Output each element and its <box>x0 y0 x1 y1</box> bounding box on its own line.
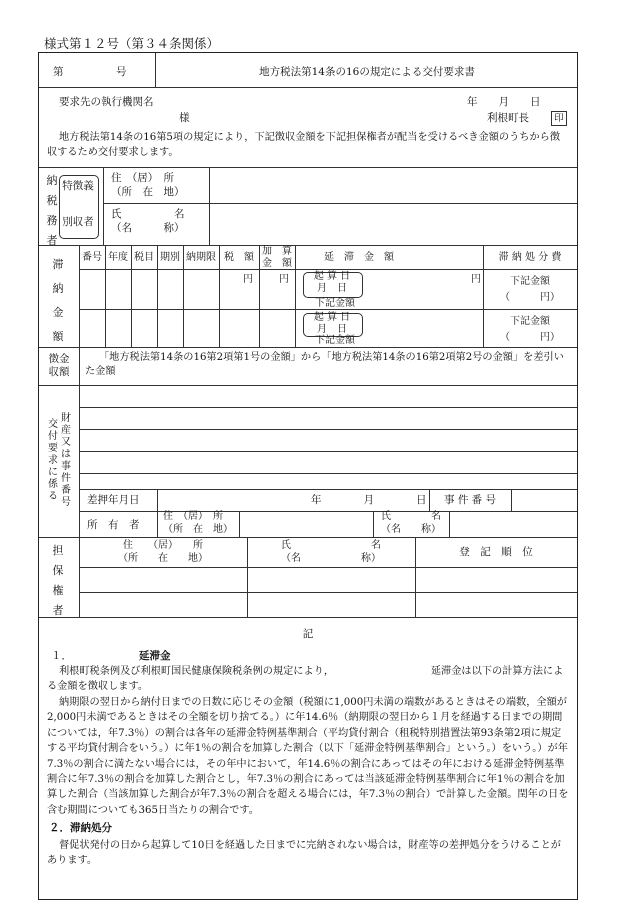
section-1-para-2: 納期限の翌日から納付日までの日数に応じその金額（税額に1,000円未満の端数があるときはその端数，全額が2,000円未満であるときはその全額を切り捨てる。）に年14.6％（納期限の翌日から１月を経過する日までの期間については，年7.3％）の割合は各年の延滞金特例基準割合（平均貸付割合（租税特別措置法第93条第2項に規定する平均貸付割合をいう。）に年1％の割合を加算した割合（以下「延滞金特例基準割合」という。）をいう。）が年7.3％の割合に満たない場合には，その年中において，年14.6％の割合にあってはその年における延滞金特例基準割合に年7.3％の割合を加算した割合とし，年7.3％の割合にあっては当該延滞金特例基準割合に年1％の割合を加算した割合（当該加算した割合が年7.3％の割合を超える場合には，年7.3％の割合）で計算した金額。閏年の日を含む期間についても365日当たりの割合です。 <box>47 697 569 816</box>
tax-yen-unit: 円 <box>243 274 253 285</box>
property-side-label-2: 財 産 又 は 事 件 番 号 <box>61 413 71 508</box>
issue-date: 年 月 日 <box>467 96 541 108</box>
owner-label: 所 有 者 <box>87 519 140 531</box>
recipient-label: 要求先の執行機関名 <box>59 96 154 108</box>
arrears-side-label: 滞 納 金 額 <box>52 258 64 343</box>
section-1-para-1: 利根町税条例及び利根町国民健康保険税条例の規定により， 延滞金は以下の計算方法による金額を徴収します。 <box>47 666 564 693</box>
col-disposal-cost: 滞 納 処 分 費 <box>498 252 562 263</box>
secured-name-label: 氏 名 （名 称） <box>281 540 381 564</box>
form-number-title: 様式第１２号（第３４条関係） <box>44 36 220 51</box>
col-surcharge: 加 算 金 額 <box>262 246 292 269</box>
disposal-paren-yen-2: （ 円） <box>500 332 560 343</box>
seizure-date-label: 差押年月日 <box>87 494 140 506</box>
section-1-number: １． <box>51 650 72 662</box>
delay-yen-unit: 円 <box>471 274 481 285</box>
bracket-label-bottom: 別収者 <box>62 216 94 228</box>
taxpayer-side-label: 納 税 務 者 <box>46 174 58 247</box>
collection-label: 徴金 収額 <box>48 353 70 378</box>
sender-name: 利根町長 <box>487 112 529 124</box>
property-side-label-1: 交 付 要 求 に 係 る <box>48 419 58 502</box>
bracket-label-top: 特徴義 <box>62 180 94 192</box>
disposal-paren-yen: （ 円） <box>500 292 560 303</box>
seal-mark: 印 <box>551 111 567 126</box>
col-tax-amount: 税 額 <box>224 252 254 263</box>
owner-address-label: 住 （居） 所 （所 在 地） <box>163 511 233 535</box>
col-period: 期別 <box>160 252 180 263</box>
notes-heading: 記 <box>302 628 314 640</box>
doc-number-label: 第 号 <box>53 66 127 78</box>
recipient-suffix: 様 <box>179 112 190 124</box>
delay-lower-amount-2: 下記金額 <box>315 335 355 346</box>
calc-date-label: 起 算 日 月 日 <box>313 271 351 294</box>
case-number-label: 事 件 番 号 <box>443 494 496 506</box>
seizure-date-value: 年 月 日 <box>311 494 427 506</box>
col-number: 番号 <box>82 252 102 263</box>
owner-name-label: 氏 名 （名 称） <box>381 511 441 535</box>
col-year: 年度 <box>108 252 128 263</box>
col-delay-charge: 延 滞 金 額 <box>324 252 394 263</box>
section-1-title: 延滞金 <box>139 650 171 662</box>
disposal-lower-amount-2: 下記金額 <box>510 316 550 327</box>
col-tax-item: 税目 <box>134 252 154 263</box>
form-frame <box>38 52 578 900</box>
col-due-date: 納期限 <box>186 252 216 263</box>
registration-rank-label: 登 記 順 位 <box>459 546 533 558</box>
document-title: 地方税法第14条の16の規定による交付要求書 <box>259 66 475 78</box>
collection-text: 「地方税法第14条の16第2項第1号の金額」から「地方税法第14条の16第2項第2号の金額」を差引いた金額 <box>85 352 564 377</box>
taxpayer-name-label: 氏 名 （名 称） <box>111 208 185 235</box>
section-2-para: 督促状発付の日から起算して10日を経過した日までに完納されない場合は，財産等の差押処分をうけることがあります。 <box>47 840 561 867</box>
surcharge-yen-unit: 円 <box>279 274 289 285</box>
delay-lower-amount: 下記金額 <box>315 298 355 309</box>
secured-address-label: 住 （居） 所 （所 在 地） <box>118 540 208 564</box>
taxpayer-address-label: 住 （居） 所 （所 在 地） <box>111 172 185 199</box>
section-2-title: ２．滞納処分 <box>49 822 112 834</box>
intro-text: 地方税法第14条の16第5項の規定により，下記徴収金額を下記担保権者が配当を受けるべき金額のうちから徴収するため交付要求します。 <box>47 132 561 159</box>
disposal-lower-amount: 下記金額 <box>510 276 550 287</box>
secured-side-label: 担 保 権 者 <box>52 544 64 617</box>
calc-date-label-2: 起 算 日 月 日 <box>313 312 351 335</box>
